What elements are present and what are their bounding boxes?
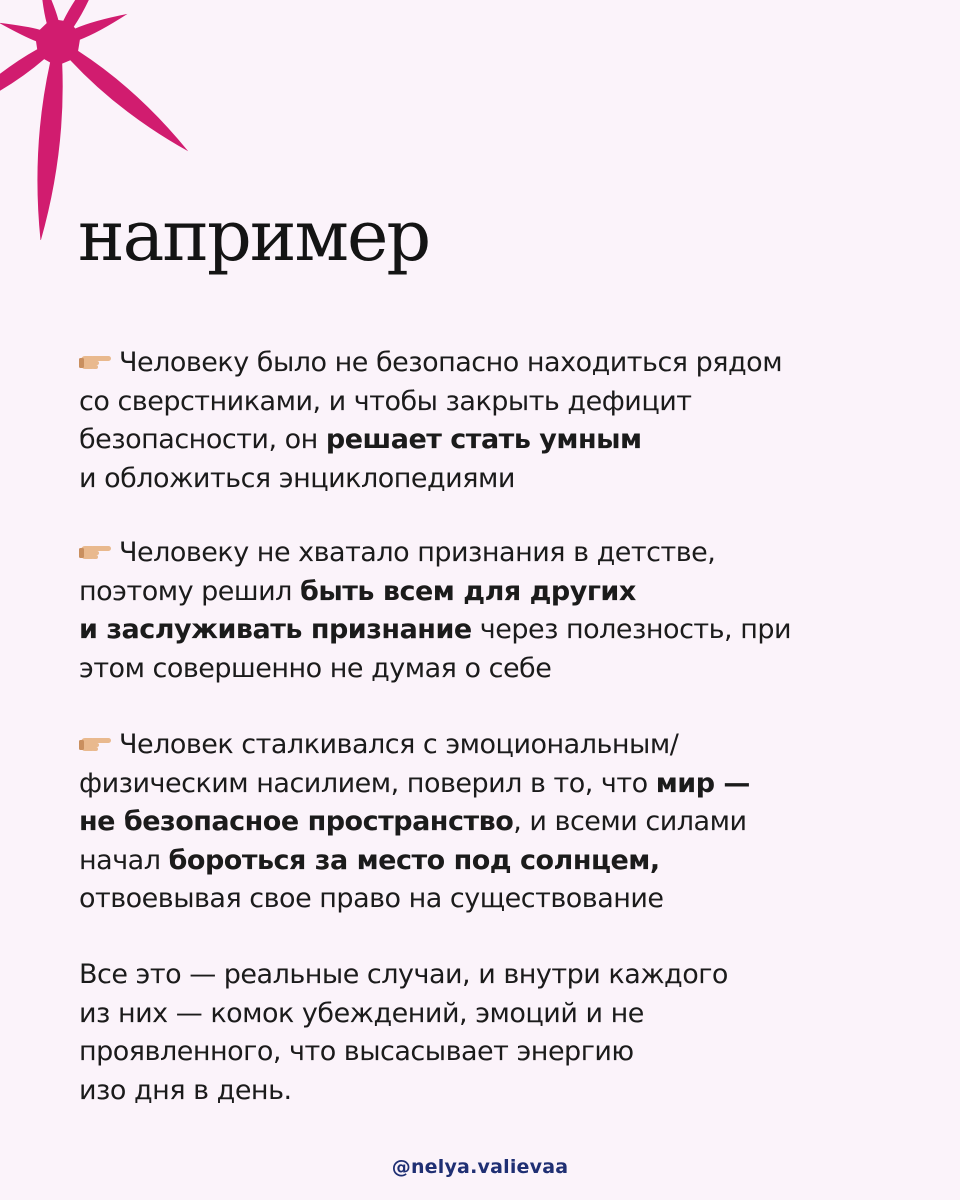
conclusion-paragraph bbox=[79, 956, 939, 1110]
body-text-segment: через полезность, при bbox=[471, 614, 792, 645]
emphasis-text: быть всем для других bbox=[300, 575, 636, 607]
body-text-segment: Человеку не хватало признания в детстве, bbox=[119, 537, 716, 568]
body-text-segment: изо дня в день. bbox=[79, 1074, 292, 1106]
pointing-hand-icon bbox=[79, 350, 113, 372]
body-text-segment: , и всеми силами bbox=[513, 806, 747, 837]
page-title: например bbox=[78, 195, 430, 277]
body-text-segment: поэтому решил bbox=[79, 575, 301, 607]
body-text-segment: начал bbox=[79, 844, 169, 876]
body-text-segment: со сверстниками, и чтобы закрыть дефицит bbox=[79, 385, 692, 417]
pointing-hand-icon bbox=[79, 732, 113, 754]
author-handle: @nelya.valievaa bbox=[391, 1156, 569, 1178]
body-text-segment: физическим насилием, поверил в то, что bbox=[79, 767, 656, 799]
body-text-segment: Все это — реальные случаи, и внутри каждого bbox=[79, 959, 728, 990]
body-text-segment: безопасности, он bbox=[79, 424, 326, 455]
body-text-segment: отвоевывая свое право на существование bbox=[79, 883, 664, 914]
example-paragraph-2 bbox=[79, 534, 939, 688]
body-text-segment: Человеку было не безопасно находиться рядом bbox=[119, 347, 783, 378]
emphasis-text: не безопасное пространство bbox=[79, 806, 514, 837]
emphasis-text: и заслуживать признание bbox=[79, 614, 472, 645]
emphasis-text: бороться за место под солнцем, bbox=[168, 844, 660, 876]
body-text-segment: Человек сталкивался с эмоциональным/ bbox=[119, 729, 679, 760]
body-text-segment: и обложиться энциклопедиями bbox=[79, 462, 515, 494]
emphasis-text: решает стать умным bbox=[325, 424, 642, 455]
body-text-segment: из них — комок убеждений, эмоций и не bbox=[79, 997, 644, 1029]
body-text-segment: проявленного, что высасывает энергию bbox=[79, 1036, 634, 1067]
example-paragraph-1 bbox=[79, 344, 939, 498]
example-paragraph-3 bbox=[79, 726, 939, 919]
emphasis-text: мир — bbox=[655, 767, 750, 799]
body-text-segment: этом совершенно не думая о себе bbox=[79, 652, 552, 684]
pointing-hand-icon bbox=[79, 540, 113, 562]
